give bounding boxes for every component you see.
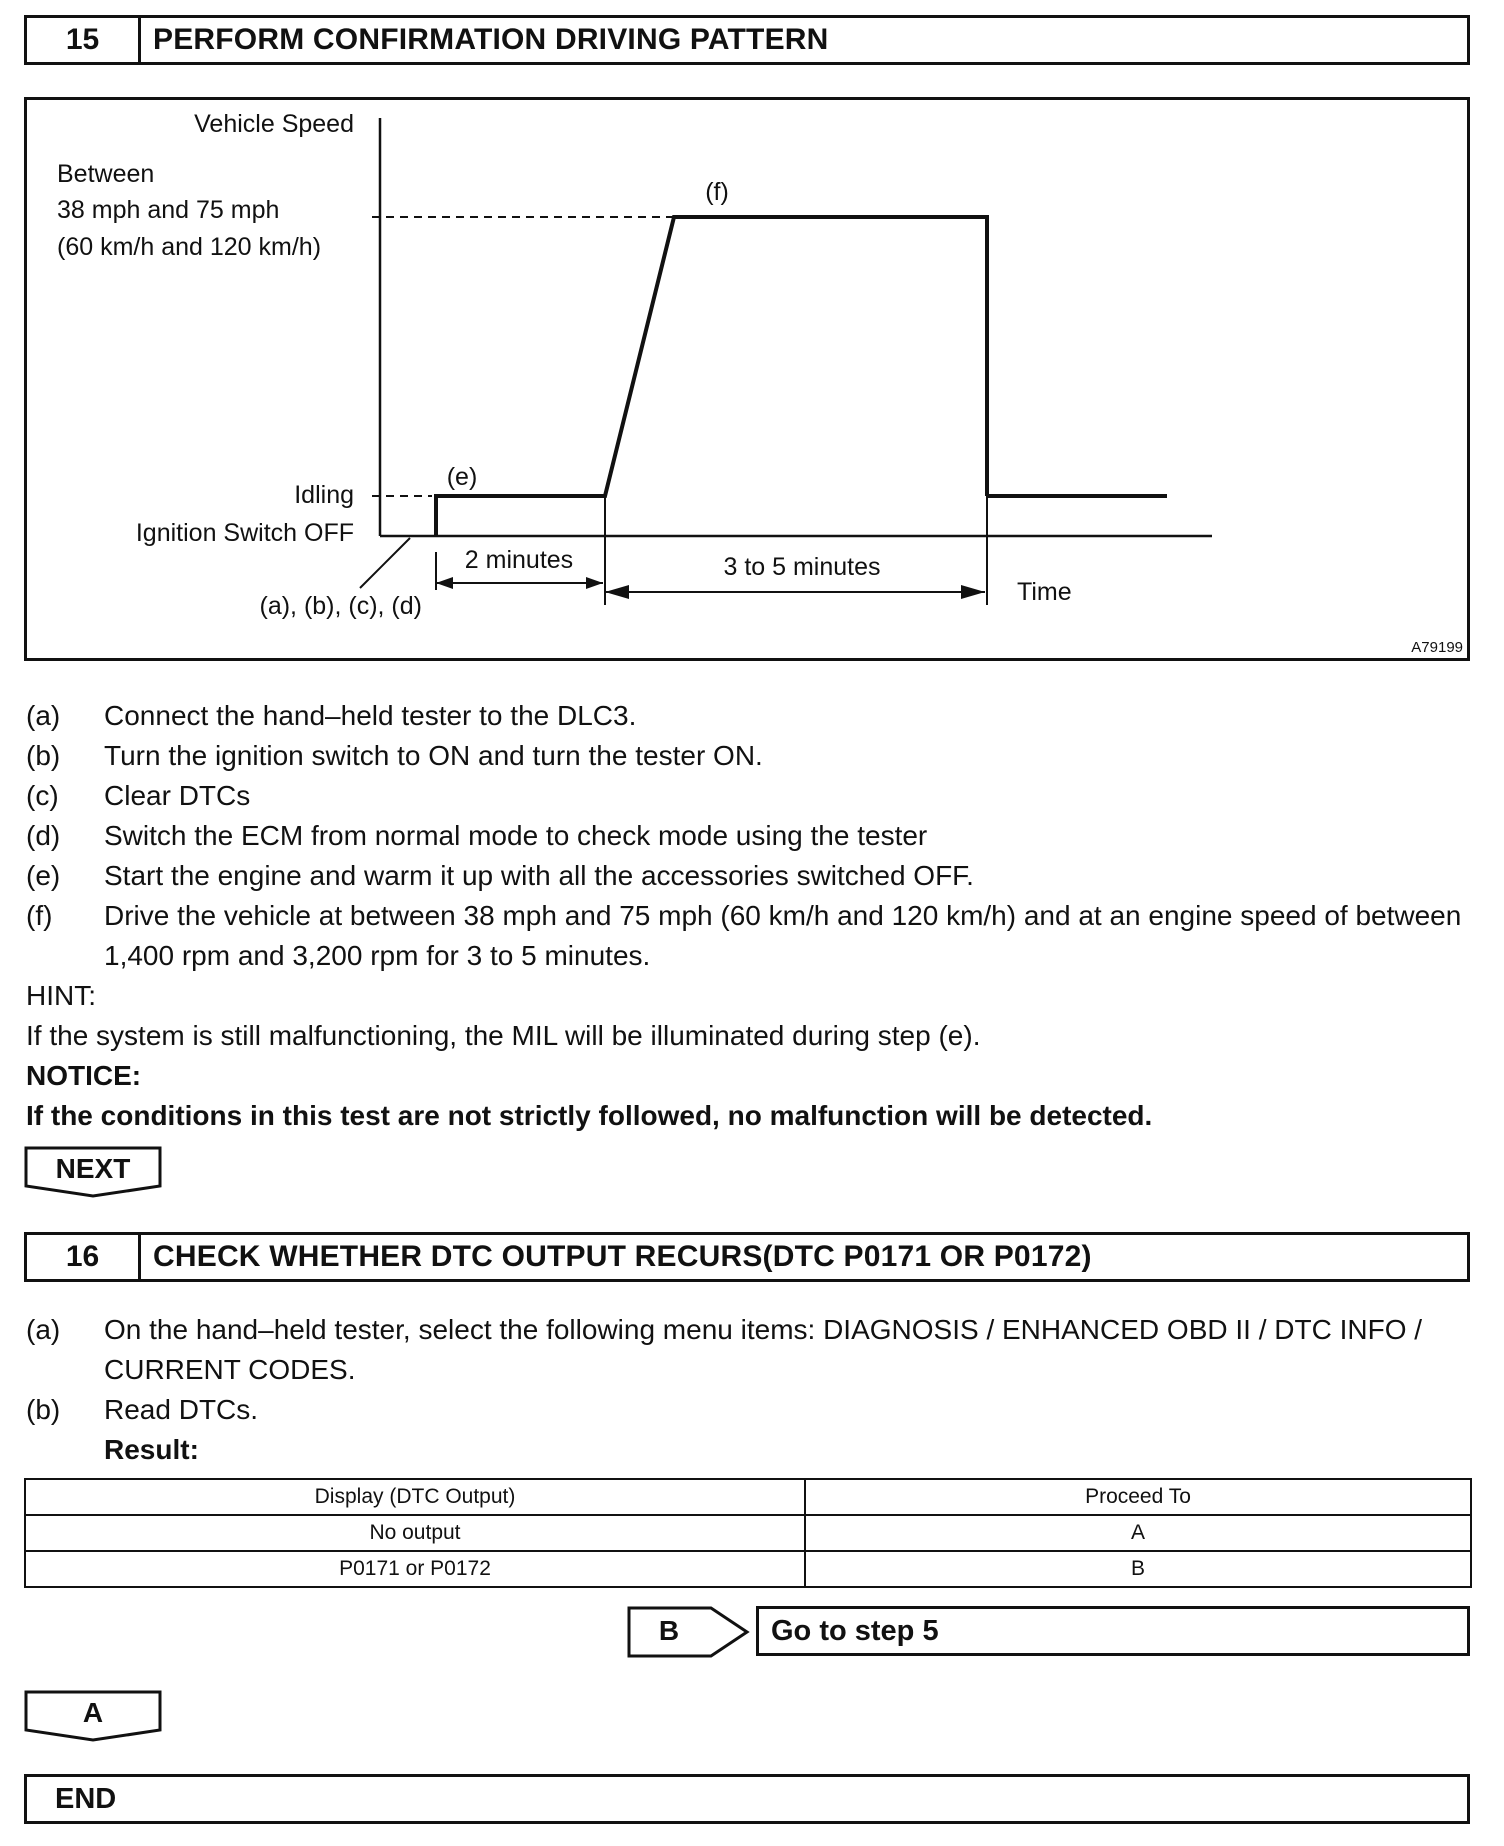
f-label: (f) bbox=[705, 178, 729, 206]
b-tag bbox=[627, 1606, 751, 1658]
driving-pattern-diagram bbox=[27, 100, 1473, 664]
next-tag bbox=[24, 1146, 162, 1198]
list-item-label: (a) bbox=[26, 700, 61, 731]
driving-pattern-figure bbox=[24, 97, 1470, 661]
e-label: (e) bbox=[446, 463, 478, 491]
list-item-text: Connect the hand–held tester to the DLC3. bbox=[104, 700, 637, 731]
arrowhead bbox=[436, 577, 453, 589]
table-row bbox=[25, 1515, 1471, 1551]
list-item-text: Switch the ECM from normal mode to check mode using the tester bbox=[104, 820, 928, 851]
notice-text: If the conditions in this test are not strictly followed, no malfunction will be detected. bbox=[26, 1100, 1153, 1131]
b-label: B bbox=[658, 1615, 680, 1646]
list-item-label: (e) bbox=[26, 860, 61, 891]
list-item-text: Turn the ignition switch to ON and turn the tester ON. bbox=[104, 740, 763, 771]
next-label: NEXT bbox=[55, 1153, 131, 1184]
idling-label: Idling bbox=[294, 481, 354, 509]
abcd-label: (a), (b), (c), (d) bbox=[259, 592, 422, 620]
go-to-step-box: Go to step 5 bbox=[756, 1606, 1470, 1656]
result-label: Result: bbox=[104, 1434, 199, 1465]
a-label: A bbox=[82, 1697, 104, 1728]
table-row bbox=[25, 1551, 1471, 1587]
speed-label-line3: (60 km/h and 120 km/h) bbox=[57, 233, 322, 261]
table-cell: A bbox=[805, 1515, 1471, 1551]
list-item-label: (b) bbox=[26, 740, 61, 771]
hint-text: If the system is still malfunctioning, the MIL will be illuminated during step (e). bbox=[26, 1020, 981, 1051]
arrowhead bbox=[961, 585, 985, 599]
list-item-text: Start the engine and warm it up with all the accessories switched OFF. bbox=[104, 860, 974, 891]
table-cell: B bbox=[805, 1551, 1471, 1587]
arrowhead bbox=[605, 585, 629, 599]
column-header: Proceed To bbox=[805, 1479, 1471, 1515]
step-title: CHECK WHETHER DTC OUTPUT RECURS(DTC P0171 OR P0172) bbox=[153, 1240, 1092, 1273]
list-item-text: Drive the vehicle at between 38 mph and 75 mph (60 km/h and 120 km/h) and at an engine speed of between 1,400 rpm and 3,200 rpm for 3 to 5 minutes. bbox=[104, 900, 1462, 971]
step-number: 16 bbox=[27, 1235, 141, 1279]
y-axis-label: Vehicle Speed bbox=[194, 110, 354, 138]
list-item-text: Read DTCs. bbox=[104, 1394, 259, 1425]
step-15-header bbox=[24, 15, 1470, 65]
notice-label: NOTICE: bbox=[26, 1060, 142, 1091]
hint-label: HINT: bbox=[26, 980, 96, 1011]
step-16-header bbox=[24, 1232, 1470, 1282]
speed-label-line1: Between bbox=[57, 160, 155, 188]
step-number: 15 bbox=[27, 18, 141, 62]
arrowhead bbox=[586, 577, 603, 589]
step-title: PERFORM CONFIRMATION DRIVING PATTERN bbox=[153, 23, 829, 56]
column-header: Display (DTC Output) bbox=[25, 1479, 805, 1515]
table-cell: P0171 or P0172 bbox=[25, 1551, 805, 1587]
list-item-text: Clear DTCs bbox=[104, 780, 251, 811]
two-minutes-label: 2 minutes bbox=[464, 546, 574, 574]
time-label: Time bbox=[1017, 578, 1072, 606]
a-tag bbox=[24, 1690, 162, 1742]
speed-label-line2: 38 mph and 75 mph bbox=[57, 196, 280, 224]
list-item-label: (c) bbox=[26, 780, 59, 811]
list-item-label: (a) bbox=[26, 1314, 61, 1345]
speed-profile-line bbox=[436, 217, 987, 536]
abcd-leader-line bbox=[360, 538, 410, 588]
three-five-minutes-label: 3 to 5 minutes bbox=[723, 553, 881, 581]
list-item-label: (f) bbox=[26, 900, 53, 931]
result-table bbox=[24, 1478, 1472, 1588]
list-item-text: On the hand–held tester, select the following menu items: DIAGNOSIS / ENHANCED OBD II / DTC INFO / CURRENT CODES. bbox=[104, 1314, 1423, 1385]
list-item-label: (b) bbox=[26, 1394, 61, 1425]
figure-id: A79199 bbox=[1411, 639, 1463, 656]
list-item-label: (d) bbox=[26, 820, 61, 851]
ignition-off-label: Ignition Switch OFF bbox=[135, 519, 354, 547]
table-header-row bbox=[25, 1479, 1471, 1515]
table-cell: No output bbox=[25, 1515, 805, 1551]
end-box: END bbox=[24, 1774, 1470, 1824]
